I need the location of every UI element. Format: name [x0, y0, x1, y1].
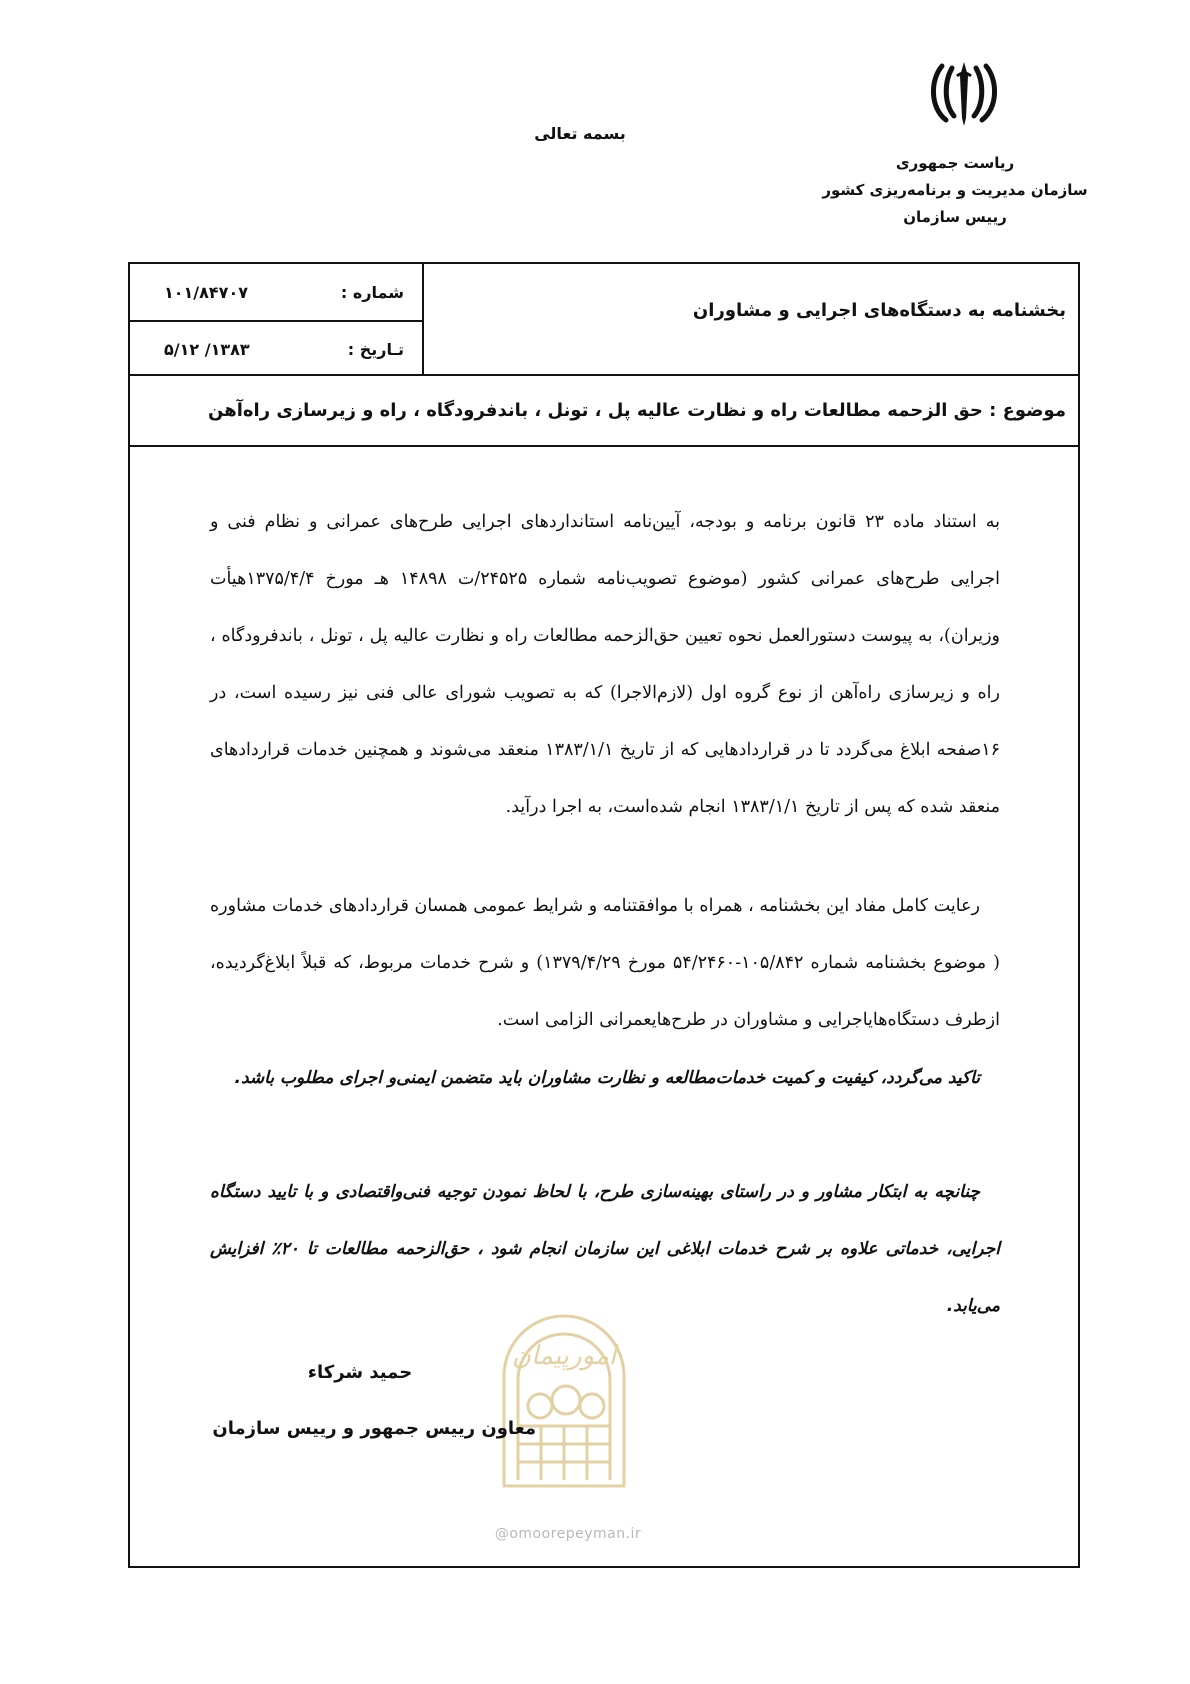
subject-line: موضوع : حق الزحمه مطالعات راه و نظارت عالیه پل ، تونل ، باندفرودگاه ، راه و زیرسازی راه‌آهن — [130, 374, 1078, 447]
body-paragraph-2: رعایت کامل مفاد این بخشنامه ، همراه با موافقتنامه و شرایط عمومی همسان قراردادهای خدمات مشاوره ( موضوع بخشنامه شماره ۱۰۵/۸۴۲-۵۴/۲۴۶۰ مورخ ۱۳۷۹/۴/۲۹) و شرح خدمات مربوط، که قبلاً ابلاغ‌گردیده، ازطرف دستگاه‌هایاجرایی و مشاوران در طرح‌هایعمرانی الزامی است. — [210, 896, 1000, 1030]
seal-text: امورپیمان — [511, 1341, 617, 1371]
letter-frame — [128, 262, 1080, 1568]
letter-number-row — [130, 264, 422, 320]
emphasis-paragraph-1: تاکید می‌گردد، کیفیت و کمیت خدمات‌مطالعه و نظارت مشاوران باید متضمن ایمنی‌و اجرای مطلوب باشد. — [234, 1068, 980, 1088]
letter-date-row — [130, 320, 422, 376]
circular-title: بخشنامه به دستگاه‌های اجرایی و مشاوران — [692, 300, 1066, 321]
basmala: بسمه تعالی — [534, 124, 626, 143]
org-line-organization: سازمان مدیریت و برنامه‌ریزی کشور — [822, 181, 1088, 199]
body-paragraph-1: به استناد ماده ۲۳ قانون برنامه و بودجه، آیین‌نامه استانداردهای اجرایی طرح‌های عمرانی و نظام فنی و اجرایی طرح‌های عمرانی کشور (موضوع تصویب‌نامه شماره ۲۴۵۲۵/ت ۱۴۸۹۸ هـ مورخ ۱۳۷۵/۴/۴هیأت وزیران)، به پیوست دستورالعمل نحوه تعیین حق‌الزحمه مطالعات راه و نظارت عالیه پل ، تونل ، باندفرودگاه ، راه و زیرسازی راه‌آهن از نوع گروه اول (لازم‌الاجرا) که به تصویب شورای عالی فنی نیز رسیده است، در ۱۶صفحه ابلاغ می‌گردد تا در قراردادهایی که از تاریخ ۱۳۸۳/۱/۱ منعقد می‌شوند و همچنین خدمات قراردادهای منعقد شده که پس از تاریخ ۱۳۸۳/۱/۱ انجام شده‌است، به اجرا درآید. — [210, 512, 1000, 817]
signer-name: حمید شرکاء — [307, 1362, 413, 1383]
letter-number-label: شماره : — [340, 282, 404, 302]
iran-emblem-icon — [924, 58, 1004, 130]
letter-number-value: ۱۰۱/۸۴۷۰۷ — [164, 282, 248, 302]
letter-date-value: ۱۳۸۳/ ۵/۱۲ — [164, 339, 250, 359]
org-line-presidency: ریاست جمهوری — [895, 154, 1015, 172]
watermark-seal-icon — [484, 1286, 644, 1516]
letter-meta-box — [130, 264, 424, 376]
organization-header — [820, 150, 1090, 231]
letter-date-label: تـاریخ : — [347, 339, 404, 359]
emphasis-paragraph-2: چنانچه به ابتکار مشاور و در راستای بهینه‌سازی طرح، با لحاظ نمودن توجیه فنی‌واقتصادی و با تایید دستگاه اجرایی، خدماتی علاوه بر شرح خدمات ابلاغی این سازمان انجام شود ، حق‌الزحمه مطالعات تا ۲۰٪ افزایش می‌یابد. — [210, 1182, 1000, 1316]
signer-title: معاون رییس جمهور و رییس سازمان — [212, 1418, 536, 1439]
org-line-head: رییس سازمان — [903, 208, 1007, 226]
site-watermark: @omoorepeyman.ir — [494, 1526, 642, 1542]
